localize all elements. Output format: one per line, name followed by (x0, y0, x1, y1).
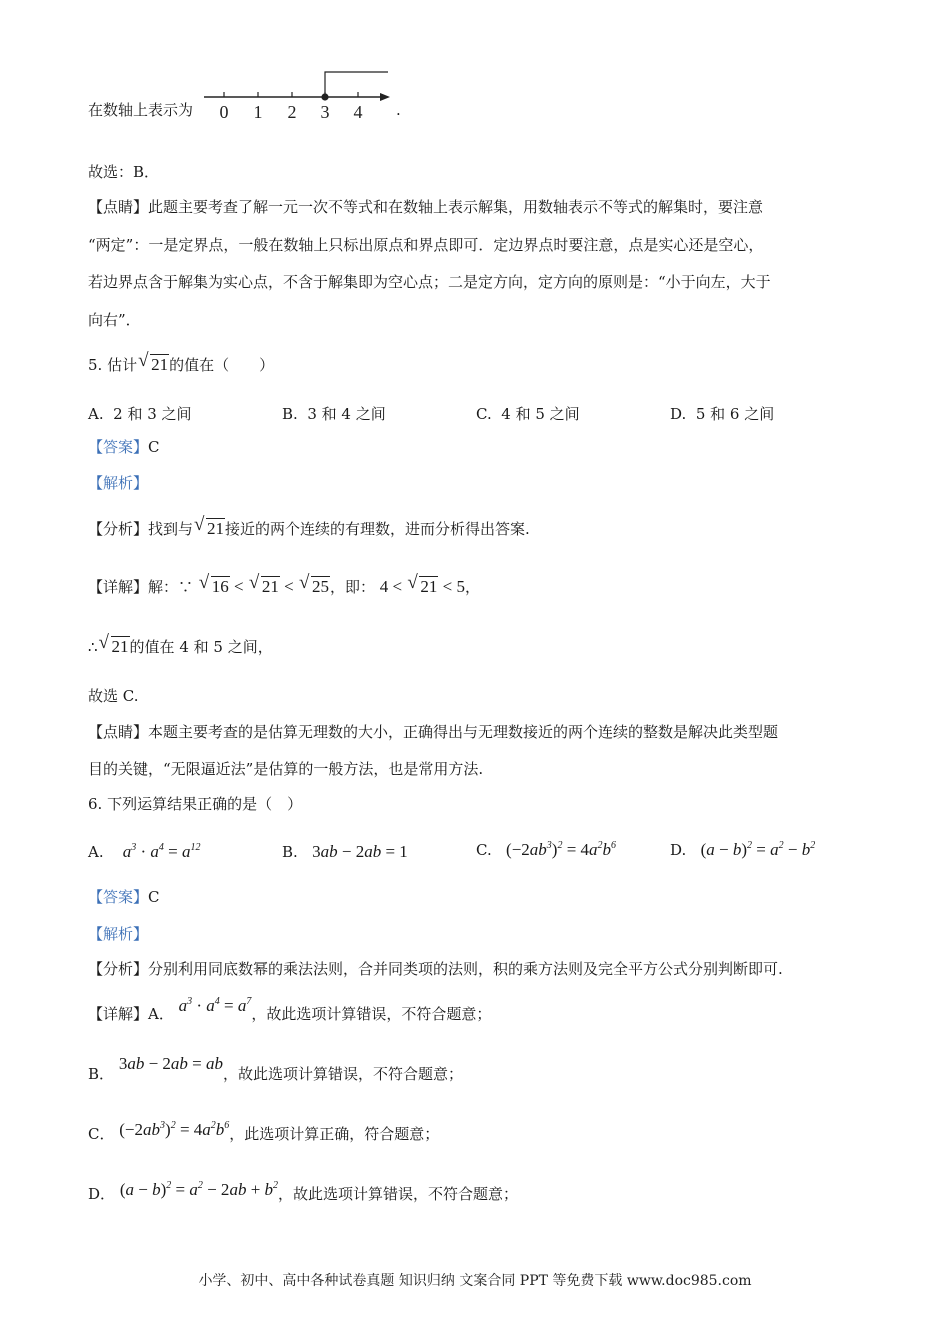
q4-dianjing-line: 若边界点含于解集为实心点，不含于解集即为空心点；二是定方向，定方向的原则是：“小于向左，大于 (88, 273, 771, 291)
q5-option-c: C. 4 和 5 之间 (476, 405, 580, 423)
q5-fenxi: 【分析】找到与 √ 21接近的两个连续的有理数，进而分析得出答案. (88, 514, 530, 538)
q5-prefix: 5. 估计 (88, 356, 138, 374)
numberline-period: . (396, 101, 401, 119)
q5-stem (88, 350, 275, 375)
q5-dianjing-line: 【点睛】本题主要考查的是估算无理数的大小，正确得出与无理数接近的两个连续的整数是解决此类型题 (88, 723, 779, 741)
q4-dianjing-line: 【点睛】此题主要考查了解一元一次不等式和在数轴上表示解集，用数轴表示不等式的解集时，要注意 (88, 198, 764, 216)
q5-option-a: A. 2 和 3 之间 (88, 405, 192, 423)
q6-detail-d: D． $(a - b)^2 = a^2 - 2ab + b^2$，故此选项计算错误，不符合题意； (88, 1180, 519, 1203)
q6-option-c: C. $(-2ab^3)^2 = 4a^2b^6$ (476, 840, 617, 859)
number-line (200, 64, 400, 126)
sqrt-21: √ 21 (138, 350, 169, 374)
q5-choice: 故选 C. (88, 687, 139, 705)
q6-stem: 6. 下列运算结果正确的是（ ） (88, 795, 303, 813)
tick-label: 3 (320, 102, 330, 122)
tick-label: 0 (219, 102, 229, 122)
q6-option-a: A. $a^3 \cdot a^4 = a^{12}$ (88, 842, 201, 861)
q5-dianjing-line: 目的关键，“无限逼近法”是估算的一般方法，也是常用方法. (88, 760, 484, 778)
tick-label: 2 (287, 102, 297, 122)
q6-fenxi: 【分析】分别利用同底数幂的乘法法则，合并同类项的法则，积的乘方法则及完全平方公式分别判断即可. (88, 960, 783, 978)
q6-option-b: B. 3ab − 2ab = 1 (282, 842, 408, 861)
q5-option-b: B. 3 和 4 之间 (282, 405, 386, 423)
q5-detail: 【详解】解：∵ √ 16 < √ 21 < √ 25，即： 4 < √ 21 < 5， (88, 572, 480, 596)
q6-answer: 【答案】C (88, 888, 160, 906)
q4-dianjing-line: 向右”． (88, 311, 141, 329)
q6-detail-b: B． 3ab − 2ab = ab，故此选项计算错误，不符合题意； (88, 1054, 464, 1083)
numberline-prefix: 在数轴上表示为 (88, 101, 194, 119)
q5-option-d: D. 5 和 6 之间 (670, 405, 775, 423)
q5-therefore: ∴ √ 21的值在 4 和 5 之间， (88, 632, 273, 656)
q5-answer: 【答案】C (88, 438, 160, 456)
q5-jiexi-tag: 【解析】 (88, 474, 149, 492)
tick-label: 4 (353, 102, 363, 122)
solid-point (321, 93, 328, 100)
tick-label: 1 (253, 102, 263, 122)
solution-ray (325, 72, 388, 97)
page-footer: 小学、初中、高中各种试卷真题 知识归纳 文案合同 PPT 等免费下载 www.doc985.com (198, 1273, 752, 1289)
q6-detail-a: 【详解】A． $a^3 \cdot a^4 = a^7$，故此选项计算错误，不符合题意； (88, 996, 492, 1023)
q4-choice: 故选：B． (88, 163, 160, 181)
q6-jiexi-tag: 【解析】 (88, 925, 149, 943)
q6-option-d: D. $(a - b)^2 = a^2 - b^2$ (670, 840, 816, 859)
numberline-row (88, 100, 193, 120)
q4-dianjing-line: “两定”：一是定界点，一般在数轴上只标出原点和界点即可．定边界点时要注意，点是实心还是空心， (88, 236, 764, 254)
q6-detail-c: C． $(-2ab^3)^2 = 4a^2b^6$，此选项计算正确，符合题意； (88, 1120, 440, 1143)
q5-suffix: 的值在（ ） (169, 356, 275, 374)
arrow-icon (380, 93, 390, 101)
